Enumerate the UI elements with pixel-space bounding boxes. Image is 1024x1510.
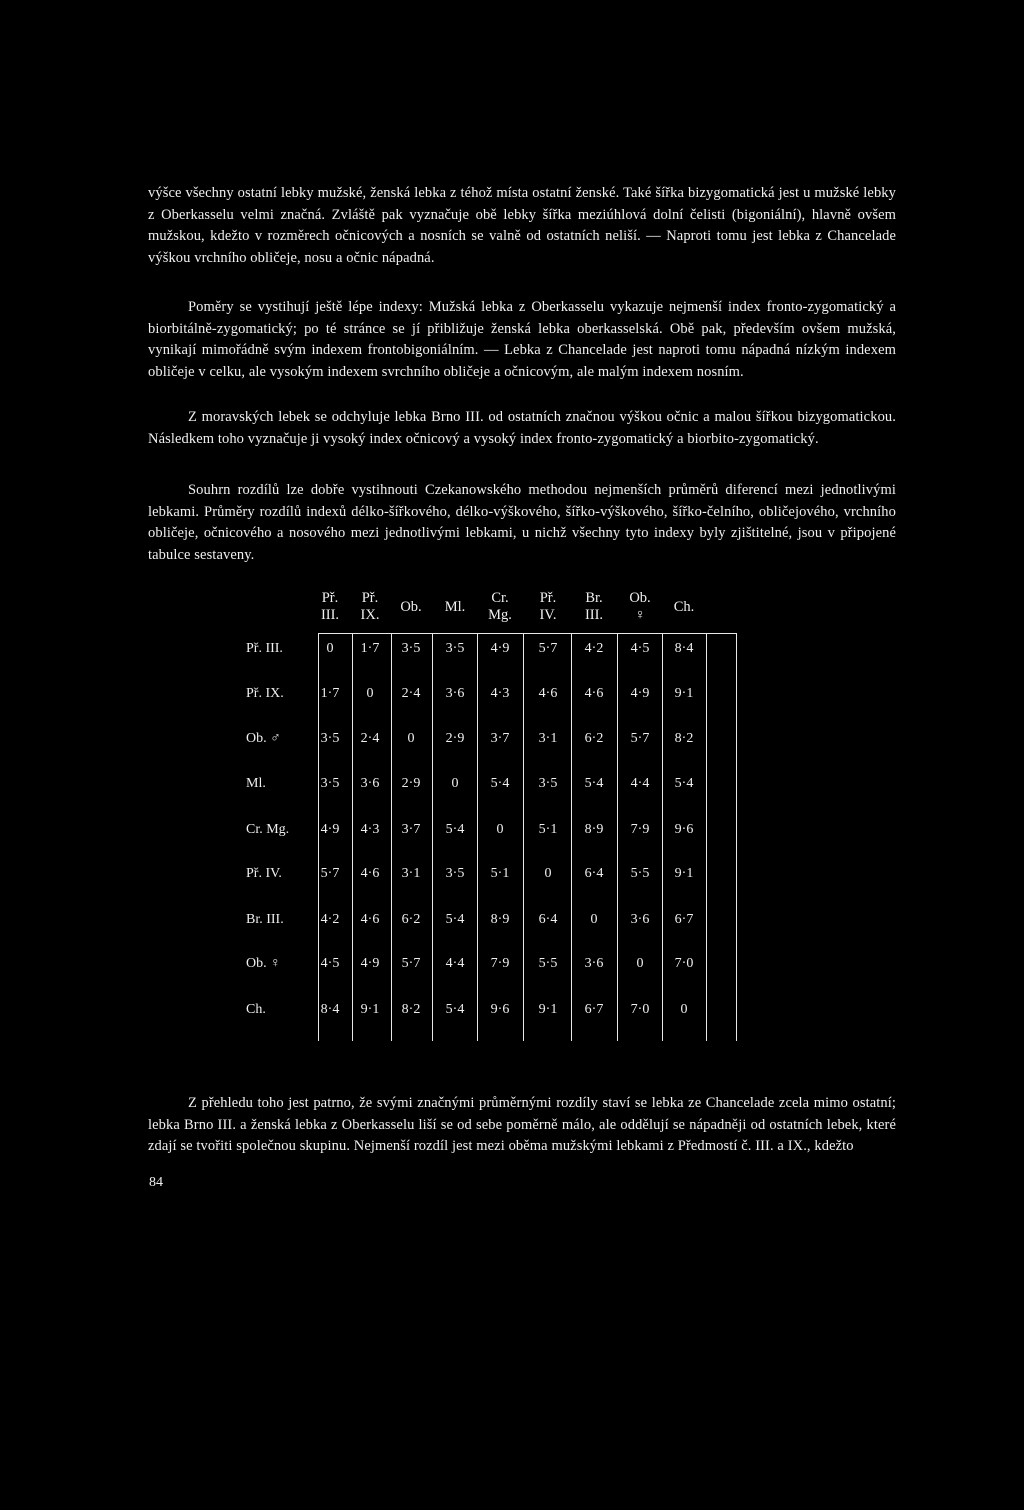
table-cell: 5·4 <box>445 912 465 927</box>
column-header: Př. III. <box>320 590 340 623</box>
table-cell: 4·4 <box>445 956 465 971</box>
table-cell: 6·4 <box>584 866 604 881</box>
table-cell: 4·6 <box>360 866 380 881</box>
table-cell: 3·6 <box>630 912 650 927</box>
paragraph-3: Z moravských lebek se odchyluje lebka Brno III. od ostatních značnou výškou očnic a malou šířkou bizygomatickou. Následkem toho vyznačuje ji vysoký index očnicový a vysoký index fronto-zygomatický a biorbito-zygomatický. <box>148 409 896 447</box>
table-row <box>0 999 1024 1021</box>
table-cell: 4·9 <box>320 822 340 837</box>
row-label: Ob. ♀ <box>246 956 281 971</box>
table-cell: 9·1 <box>360 1002 380 1017</box>
column-header: Br. III. <box>584 590 604 623</box>
table-cell: 4·9 <box>360 956 380 971</box>
table-cell: 6·4 <box>538 912 558 927</box>
column-header: Ch. <box>673 599 695 615</box>
table-cell: 3·5 <box>401 641 421 656</box>
table-cell: 4·2 <box>584 641 604 656</box>
table-cell: 6·7 <box>584 1002 604 1017</box>
paragraph-1: výšce všechny ostatní lebky mužské, ženská lebka z téhož místa ostatní ženské. Také šířka bizygomatická jest u mužské lebky z Oberkasselu velmi značná. Zvláště pak vyznačuje obě lebky šířka meziúhlová dolní čelisti (bigoniální), hlavně ovšem mužskou, kdežto v rozměrech očnicových a nosních se valně od ostatních neliší. — Naproti tomu jest lebka z Chancelade výškou vrchního obličeje, nosu a očnic nápadná. <box>148 185 896 266</box>
table-cell: 4·9 <box>630 686 650 701</box>
paragraph-2: Poměry se vystihují ještě lépe indexy: Mužská lebka z Oberkasselu vykazuje nejmenší index fronto-zygomatický a biorbitálně-zygomatický; po té stránce se jí přibližuje ženská lebka oberkasselská. Obě pak, především ovšem mužská, vynikají mimořádně svým indexem frontobigoniálním. — Lebka z Chancelade jest naproti tomu nápadná nízkým indexem obličeje v celku, ale vysokým indexem svrchního obličeje a očnicovým, ale malým indexem nosním. <box>148 299 896 380</box>
table-cell: 5·4 <box>490 776 510 791</box>
table-top-rule <box>318 633 736 634</box>
table-cell: 1·7 <box>320 686 340 701</box>
table-cell: 0 <box>366 686 374 701</box>
table-cell: 5·7 <box>320 866 340 881</box>
page-number: 84 <box>149 1175 163 1190</box>
column-header: Cr. Mg. <box>488 590 512 623</box>
row-label: Ob. ♂ <box>246 731 281 746</box>
table-cell: 1·7 <box>360 641 380 656</box>
table-cell: 2·4 <box>401 686 421 701</box>
row-label: Př. IX. <box>246 686 284 701</box>
row-label: Př. IV. <box>246 866 282 881</box>
table-row <box>0 953 1024 975</box>
table-cell: 3·5 <box>445 641 465 656</box>
table-cell: 0 <box>544 866 552 881</box>
row-label: Ml. <box>246 776 266 791</box>
table-cell: 4·4 <box>630 776 650 791</box>
table-cell: 0 <box>680 1002 688 1017</box>
table-cell: 4·3 <box>360 822 380 837</box>
row-label: Ch. <box>246 1002 266 1017</box>
paragraph-4: Souhrn rozdílů lze dobře vystihnouti Czekanowského methodou nejmenších průměrů diferencí mezi jednotlivými lebkami. Průměry rozdílů indexů délko-šířkového, délko-výškového, šířko-výškového, šířko-čelního, obličejového, vrchního obličeje, očnicového a nosového mezi jednotlivými lebkami, u nichž všechny tyto indexy byly zjištitelné, jsou v připojené tabulce sestaveny. <box>148 482 896 563</box>
table-cell: 8·4 <box>320 1002 340 1017</box>
column-header: Ob. <box>400 599 422 615</box>
table-cell: 6·7 <box>674 912 694 927</box>
column-header: Ob. ♀ <box>629 590 651 623</box>
row-label: Př. III. <box>246 641 283 656</box>
table-cell: 8·9 <box>490 912 510 927</box>
table-cell: 3·5 <box>445 866 465 881</box>
table-cell: 3·5 <box>320 776 340 791</box>
table-cell: 0 <box>451 776 459 791</box>
table-cell: 3·6 <box>360 776 380 791</box>
table-cell: 0 <box>496 822 504 837</box>
table-cell: 0 <box>326 641 334 656</box>
table-cell: 9·6 <box>674 822 694 837</box>
table-cell: 6·2 <box>401 912 421 927</box>
table-cell: 9·6 <box>490 1002 510 1017</box>
table-cell: 5·5 <box>538 956 558 971</box>
table-cell: 9·1 <box>674 686 694 701</box>
table-cell: 4·5 <box>320 956 340 971</box>
table-cell: 4·3 <box>490 686 510 701</box>
table-cell: 3·1 <box>401 866 421 881</box>
table-cell: 3·6 <box>584 956 604 971</box>
table-cell: 4·2 <box>320 912 340 927</box>
table-cell: 3·7 <box>401 822 421 837</box>
table-cell: 5·5 <box>630 866 650 881</box>
table-cell: 4·9 <box>490 641 510 656</box>
table-cell: 5·7 <box>630 731 650 746</box>
column-header: Ml. <box>444 599 466 615</box>
table-cell: 5·4 <box>445 822 465 837</box>
table-row <box>0 863 1024 885</box>
table-cell: 2·9 <box>401 776 421 791</box>
table-cell: 5·1 <box>538 822 558 837</box>
table-cell: 3·7 <box>490 731 510 746</box>
table-row <box>0 773 1024 795</box>
table-cell: 8·4 <box>674 641 694 656</box>
table-cell: 3·1 <box>538 731 558 746</box>
table-cell: 9·1 <box>674 866 694 881</box>
table-row <box>0 728 1024 750</box>
column-header: Př. IX. <box>360 590 380 623</box>
table-cell: 7·0 <box>630 1002 650 1017</box>
table-cell: 3·5 <box>538 776 558 791</box>
table-cell: 4·5 <box>630 641 650 656</box>
table-cell: 7·0 <box>674 956 694 971</box>
row-label: Cr. Mg. <box>246 822 290 837</box>
table-cell: 4·6 <box>538 686 558 701</box>
column-header: Př. IV. <box>539 590 557 623</box>
table-cell: 7·9 <box>490 956 510 971</box>
table-cell: 0 <box>407 731 415 746</box>
table-cell: 4·6 <box>584 686 604 701</box>
table-cell: 3·6 <box>445 686 465 701</box>
table-cell: 5·7 <box>401 956 421 971</box>
table-cell: 5·4 <box>445 1002 465 1017</box>
table-cell: 0 <box>636 956 644 971</box>
table-cell: 5·4 <box>674 776 694 791</box>
table-cell: 6·2 <box>584 731 604 746</box>
table-cell: 9·1 <box>538 1002 558 1017</box>
table-row <box>0 819 1024 841</box>
table-cell: 8·2 <box>401 1002 421 1017</box>
table-cell: 2·9 <box>445 731 465 746</box>
table-cell: 4·6 <box>360 912 380 927</box>
table-cell: 0 <box>590 912 598 927</box>
table-header <box>0 590 1024 630</box>
table-cell: 7·9 <box>630 822 650 837</box>
table-cell: 3·5 <box>320 731 340 746</box>
table-cell: 8·2 <box>674 731 694 746</box>
table-cell: 5·4 <box>584 776 604 791</box>
table-row <box>0 638 1024 660</box>
paragraph-5: Z přehledu toho jest patrno, že svými značnými průměrnými rozdíly staví se lebka ze Chancelade zcela mimo ostatní; lebka Brno III. a ženská lebka z Oberkasselu liší se od sebe poměrně málo, ale oddělují se nápadněji od ostatních lebek, které zdají se tvořiti společnou skupinu. Nejmenší rozdíl jest mezi oběma mužskými lebkami z Předmostí č. III. a IX., kdežto <box>148 1095 896 1154</box>
table-cell: 5·7 <box>538 641 558 656</box>
table-cell: 8·9 <box>584 822 604 837</box>
table-cell: 2·4 <box>360 731 380 746</box>
table-row <box>0 909 1024 931</box>
table-cell: 5·1 <box>490 866 510 881</box>
table-row <box>0 683 1024 705</box>
row-label: Br. III. <box>246 912 284 927</box>
